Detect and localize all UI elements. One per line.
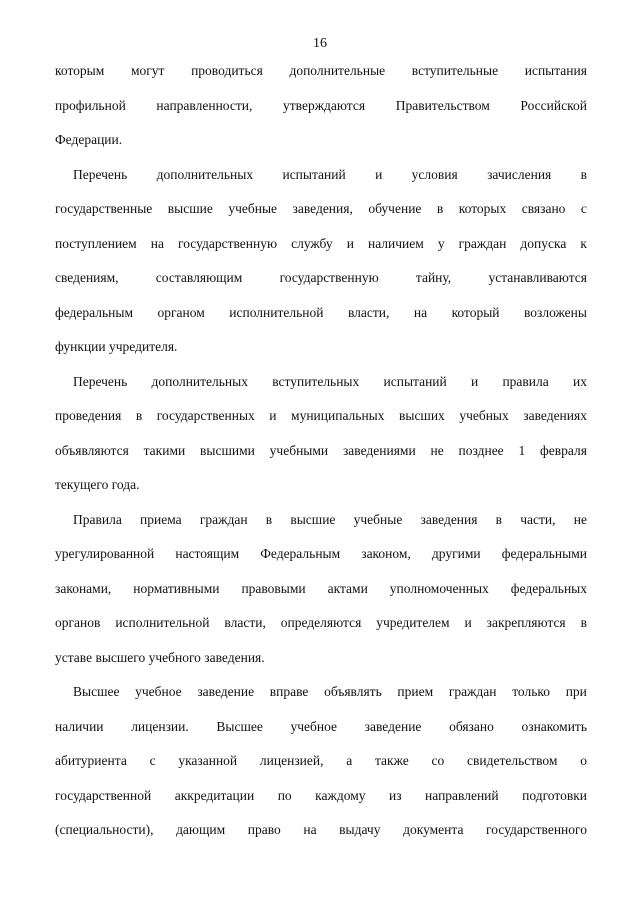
word: заведения, xyxy=(292,201,353,216)
text-line: Федерации. xyxy=(55,132,123,147)
word: Правила xyxy=(73,511,122,527)
word: учебных xyxy=(459,408,509,423)
word: обязано xyxy=(449,718,494,734)
word: государственных xyxy=(156,408,255,423)
word: тайну, xyxy=(415,270,452,285)
word: февраля xyxy=(540,442,587,458)
word: право xyxy=(247,822,281,837)
text-line xyxy=(55,503,587,538)
word: при xyxy=(565,684,587,699)
word: учебные xyxy=(353,511,403,527)
word: и xyxy=(375,166,383,182)
text-line xyxy=(55,606,587,641)
word: испытаний xyxy=(383,373,447,389)
text-line xyxy=(55,537,587,572)
word: законами, xyxy=(55,580,112,596)
word: государственного xyxy=(486,822,587,837)
word: в xyxy=(135,408,143,423)
text-line: текущего года. xyxy=(55,477,140,492)
word: проведения xyxy=(55,408,122,423)
word: Перечень xyxy=(73,373,128,389)
word: к xyxy=(580,235,587,251)
word: поступлением xyxy=(55,235,137,251)
word: могут xyxy=(130,63,165,78)
word: федеральными xyxy=(501,546,587,561)
word: на xyxy=(303,822,317,837)
page-number: 16 xyxy=(313,36,327,51)
word: выдачу xyxy=(339,822,381,837)
word: другими xyxy=(431,546,481,561)
word: закрепляются xyxy=(486,615,566,630)
text-line xyxy=(55,434,587,469)
word: у xyxy=(437,235,445,251)
word: аккредитации xyxy=(174,787,255,803)
word: которых xyxy=(458,201,507,216)
word: учебными xyxy=(269,442,329,458)
word: наличием xyxy=(367,235,424,251)
word: дополнительные xyxy=(289,63,386,78)
word: определяются xyxy=(280,615,362,630)
word: власти, xyxy=(347,304,390,320)
word: со xyxy=(431,753,445,768)
word: и xyxy=(269,408,277,423)
word: их xyxy=(572,373,587,389)
word: вправе xyxy=(269,684,309,699)
word: актами xyxy=(327,580,368,596)
word: возложены xyxy=(524,304,587,320)
text-line xyxy=(55,675,587,710)
text-line xyxy=(55,365,587,400)
word: из xyxy=(388,787,402,803)
word: федеральным xyxy=(55,304,134,320)
word: дающим xyxy=(176,822,226,837)
word: приема xyxy=(140,511,182,527)
word: заведение xyxy=(197,684,255,699)
word: в xyxy=(580,615,587,630)
word: обучение xyxy=(368,201,422,216)
word: высших xyxy=(399,408,445,423)
word: с xyxy=(149,753,156,768)
word: Высшее xyxy=(216,718,263,734)
word: органом xyxy=(157,304,205,320)
text-line: уставе высшего учебного заведения. xyxy=(55,649,265,665)
word: государственные xyxy=(55,201,153,216)
word: службу xyxy=(291,235,333,251)
text-line xyxy=(55,572,587,607)
word: законом, xyxy=(361,546,411,561)
word: испытания xyxy=(524,63,587,78)
word: на xyxy=(150,235,164,251)
word: а xyxy=(346,753,353,768)
word: органов xyxy=(55,615,101,630)
word: заведениях xyxy=(523,408,587,423)
word: по xyxy=(277,787,292,803)
word: подготовки xyxy=(522,787,587,803)
word: испытаний xyxy=(282,166,346,182)
word: федеральных xyxy=(510,580,587,596)
word: власти, xyxy=(224,615,266,630)
word: объявлять xyxy=(324,684,382,699)
text-line xyxy=(55,710,587,745)
text-line xyxy=(55,399,587,434)
text-line xyxy=(55,54,587,89)
word: допуска xyxy=(520,235,567,251)
document-body xyxy=(55,54,587,848)
word: не xyxy=(573,511,587,527)
word: высшие xyxy=(167,201,213,216)
word: Федеральным xyxy=(260,546,341,561)
word: правила xyxy=(502,373,549,389)
word: зачисления xyxy=(487,166,552,182)
word: свидетельством xyxy=(467,753,558,768)
word: направлений xyxy=(425,787,499,803)
word: исполнительной xyxy=(115,615,210,630)
text-line xyxy=(55,744,587,779)
word: Российской xyxy=(520,97,587,113)
word: лицензии. xyxy=(131,718,189,734)
word: с xyxy=(580,201,587,216)
text-line xyxy=(55,89,587,124)
word: 1 xyxy=(518,442,526,458)
word: муниципальных xyxy=(291,408,385,423)
word: такими xyxy=(143,442,186,458)
word: государственной xyxy=(55,787,152,803)
word: части, xyxy=(520,511,556,527)
word: уполномоченных xyxy=(389,580,489,596)
word: заведение xyxy=(364,718,422,734)
text-line: функции учредителя. xyxy=(55,339,178,354)
word: граждан xyxy=(448,684,497,699)
word: устанавливаются xyxy=(488,270,587,285)
paragraph xyxy=(55,54,587,158)
word: исполнительной xyxy=(229,304,324,320)
text-line xyxy=(55,296,587,331)
word: в xyxy=(580,166,587,182)
word: только xyxy=(512,684,551,699)
word: о xyxy=(580,753,587,768)
word: высшими xyxy=(200,442,255,458)
paragraph xyxy=(55,365,587,503)
word: объявляются xyxy=(55,442,129,458)
word: лицензией, xyxy=(259,753,324,768)
paragraph xyxy=(55,503,587,676)
word: в xyxy=(436,201,444,216)
word: в xyxy=(495,511,503,527)
paragraph xyxy=(55,158,587,365)
text-line xyxy=(55,227,587,262)
word: граждан xyxy=(458,235,507,251)
word: дополнительных xyxy=(156,166,254,182)
word: государственную xyxy=(279,270,379,285)
word: не xyxy=(430,442,444,458)
word: (специальности), xyxy=(55,822,154,837)
word: Высшее xyxy=(73,684,120,699)
text-line xyxy=(55,158,587,193)
word: на xyxy=(413,304,428,320)
word: прием xyxy=(397,684,434,699)
word: правовыми xyxy=(241,580,306,596)
word: в xyxy=(265,511,273,527)
word: указанной xyxy=(178,753,238,768)
word: нормативными xyxy=(133,580,220,596)
word: вступительные xyxy=(411,63,499,78)
text-line xyxy=(55,192,587,227)
word: дополнительных xyxy=(151,373,248,389)
word: утверждаются xyxy=(283,97,366,113)
word: сведениям, xyxy=(55,270,119,285)
word: и xyxy=(470,373,479,389)
word: Перечень xyxy=(73,166,128,182)
word: заведения xyxy=(420,511,478,527)
word: настоящим xyxy=(175,546,240,561)
word: учредителем xyxy=(376,615,450,630)
word: который xyxy=(451,304,500,320)
word: учебные xyxy=(228,201,278,216)
word: ознакомить xyxy=(521,718,587,734)
word: Правительством xyxy=(395,97,490,113)
word: документа xyxy=(403,822,464,837)
word: заведениями xyxy=(342,442,416,458)
word: также xyxy=(374,753,409,768)
word: составляющим xyxy=(155,270,243,285)
word: высшие xyxy=(290,511,336,527)
word: урегулированной xyxy=(55,546,155,561)
word: направленности, xyxy=(156,97,253,113)
word: абитуриента xyxy=(55,753,127,768)
word: учебное xyxy=(290,718,338,734)
word: учебное xyxy=(135,684,182,699)
word: профильной xyxy=(55,97,126,113)
word: проводиться xyxy=(191,63,263,78)
word: и xyxy=(464,615,472,630)
word: каждому xyxy=(315,787,366,803)
word: наличии xyxy=(55,718,104,734)
word: граждан xyxy=(199,511,248,527)
word: и xyxy=(346,235,354,251)
word: которым xyxy=(55,63,105,78)
text-line xyxy=(55,779,587,814)
word: условия xyxy=(411,166,458,182)
word: позднее xyxy=(458,442,504,458)
word: государственную xyxy=(178,235,278,251)
word: связано xyxy=(521,201,566,216)
text-line xyxy=(55,261,587,296)
paragraph xyxy=(55,675,587,848)
word: вступительных xyxy=(272,373,360,389)
text-line xyxy=(55,813,587,848)
